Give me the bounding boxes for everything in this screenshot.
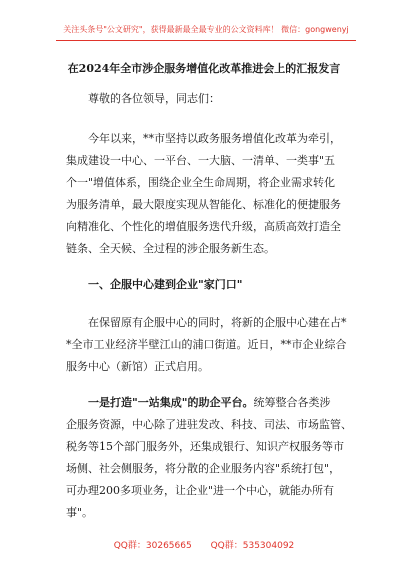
paragraph-line: 今年以来，**市坚持以政务服务增值化改革为牵引， (88, 132, 341, 145)
paragraph-line: 服务中心（新馆）正式启用。 (66, 360, 209, 373)
paragraph-line: 企服务资源，中心除了进驻发改、科技、司法、市场监管、 (66, 418, 352, 431)
footer-qq-group-2: QQ群：535304092 (210, 541, 295, 551)
paragraph-lead-bold: 一是打造"一站集成"的助企平台。 (88, 396, 254, 409)
greeting: 尊敬的各位领导，同志们： (88, 92, 220, 105)
paragraph-first-line (88, 392, 330, 414)
paragraph-line: 个一"增值体系，围绕企业全生命周期，将企业需求转化 (66, 176, 336, 189)
paragraph-line: 在保留原有企服中心的同时，将新的企服中心建在占* (88, 316, 347, 329)
header-banner: 关注头条号"公文研究"，获得最新最全最专业的公文资料库！ 微信：gongwenyj (56, 24, 356, 41)
paragraph-line: 链条、全天候、全过程的涉企服务新生态。 (66, 242, 275, 255)
paragraph-line: 集成建设一中心、一平台、一大脑、一清单、一类事"五 (66, 154, 336, 167)
paragraph-line: 可办理200多项业务，让企业"进一个中心，就能办所有 (66, 484, 335, 497)
paragraph-line-rest: 统筹整合各类涉 (253, 396, 331, 409)
document-title: 在2024年全市涉企服务增值化改革推进会上的汇报发言 (67, 62, 341, 75)
paragraph-line: *全市工业经济半壁江山的浦口街道。近日，**市企业综合 (66, 338, 347, 351)
paragraph-line: 向精准化、个性化的增值服务迭代升级，高质高效打造全 (66, 220, 341, 233)
footer (0, 538, 408, 551)
section-heading: 一、企服中心建到企业"家门口" (88, 278, 243, 291)
footer-qq-group-1: QQ群：30265665 (113, 541, 192, 551)
paragraph-line: 税务等15个部门服务外，还集成银行、知识产权服务等市 (66, 440, 344, 453)
paragraph-line: 为服务清单，最大限度实现从智能化、标准化的便捷服务 (66, 198, 341, 211)
paragraph-line: 场侧、社会侧服务，将分散的企业服务内容"系统打包"， (66, 462, 341, 475)
paragraph-line: 事"。 (66, 506, 94, 519)
